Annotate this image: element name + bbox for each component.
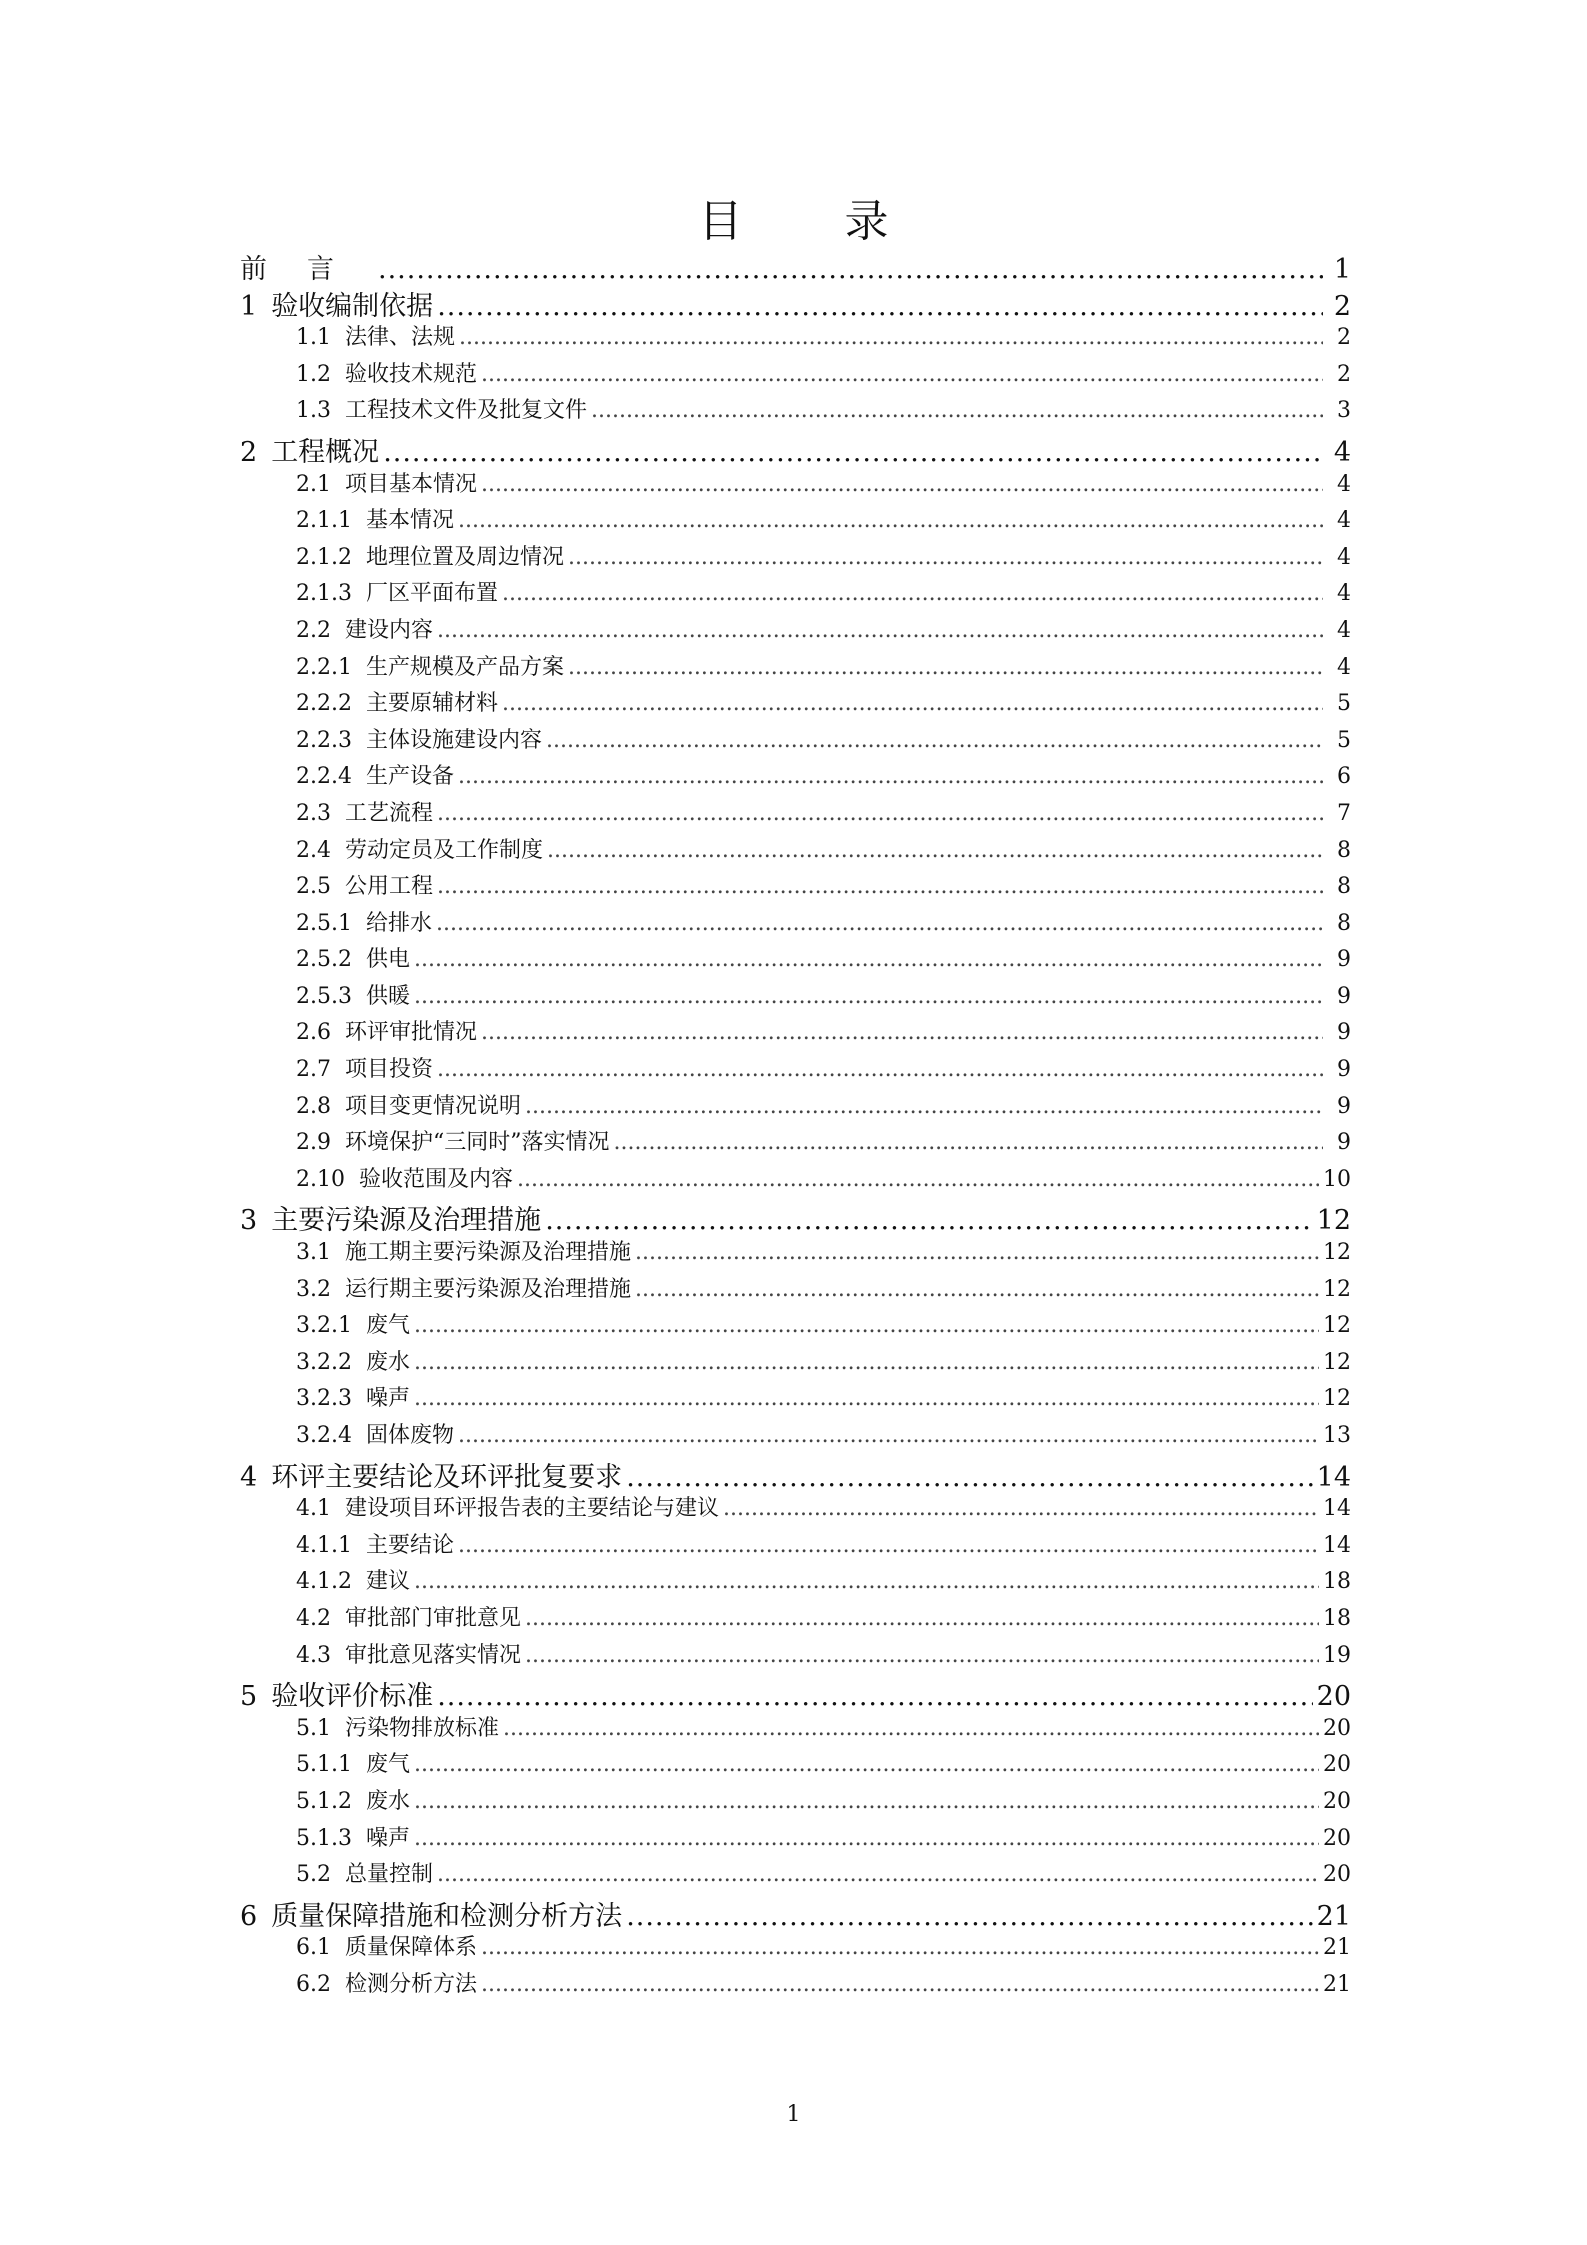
toc-entry[interactable] xyxy=(240,1052,1351,1089)
toc-entry[interactable] xyxy=(240,1455,1351,1492)
toc-entry[interactable] xyxy=(240,1345,1351,1382)
toc-entry-label: 废水 xyxy=(365,1788,410,1814)
toc-entry[interactable] xyxy=(240,1747,1351,1784)
toc-entry-number: 2.6 xyxy=(296,1020,331,1046)
toc-entry-page: 4 xyxy=(1337,544,1351,570)
toc-entry-number: 2.2.1 xyxy=(296,654,352,680)
toc-entry[interactable] xyxy=(240,503,1351,540)
toc-entry-number: 4.1.2 xyxy=(296,1569,352,1595)
toc-entry-page: 14 xyxy=(1316,1461,1351,1493)
toc-entry-label: 运行期主要污染源及治理措施 xyxy=(345,1276,632,1302)
toc-entry-label: 质量保障体系 xyxy=(345,1935,478,1961)
toc-entry-number: 5 xyxy=(240,1681,258,1713)
toc-entry-number: 2.8 xyxy=(296,1093,331,1119)
toc-entry-number: 2.3 xyxy=(296,800,331,826)
dot-leader xyxy=(502,691,1323,716)
toc-entry-label: 废气 xyxy=(365,1752,410,1778)
toc-entry-page: 12 xyxy=(1323,1313,1351,1339)
dot-leader xyxy=(459,325,1323,350)
toc-entry-label: 法律、法规 xyxy=(345,325,456,351)
page-number: 1 xyxy=(786,2102,801,2127)
toc-entry-label: 验收技术规范 xyxy=(345,361,478,387)
toc-entry-label: 固体废物 xyxy=(365,1423,454,1448)
toc-entry-number: 3 xyxy=(240,1205,258,1237)
toc-entry-number: 4.1.1 xyxy=(296,1532,352,1558)
dot-leader xyxy=(458,764,1323,789)
toc-entry-page: 18 xyxy=(1323,1569,1351,1595)
toc-entry-label: 验收评价标准 xyxy=(271,1681,434,1713)
toc-entry-page: 4 xyxy=(1333,436,1351,468)
toc-entry-number: 2.9 xyxy=(296,1130,331,1156)
toc-entry[interactable] xyxy=(240,1930,1351,1967)
dot-leader xyxy=(626,1462,1312,1493)
toc-entry-label: 总量控制 xyxy=(345,1862,434,1888)
toc-entry[interactable] xyxy=(240,686,1351,723)
toc-entry-label: 环评主要结论及环评批复要求 xyxy=(271,1461,623,1493)
toc-entry[interactable] xyxy=(240,1601,1351,1638)
toc-entry-number: 5.1.1 xyxy=(296,1752,352,1778)
toc-entry-page: 7 xyxy=(1337,800,1351,826)
toc-entry[interactable] xyxy=(240,1564,1351,1601)
toc-entry-label: 质量保障措施和检测分析方法 xyxy=(271,1900,623,1932)
toc-entry-label: 主要原辅材料 xyxy=(365,691,498,717)
toc-entry[interactable] xyxy=(240,540,1351,577)
toc-entry-number: 3.2 xyxy=(296,1276,331,1302)
toc-entry-label: 审批部门审批意见 xyxy=(345,1605,522,1631)
toc-entry-label: 工程技术文件及批复文件 xyxy=(345,398,588,424)
dot-leader xyxy=(437,291,1323,322)
toc-entry[interactable] xyxy=(240,1711,1351,1748)
toc-entry-page: 13 xyxy=(1323,1423,1351,1448)
toc-entry-number: 1.2 xyxy=(296,361,331,387)
dot-leader xyxy=(568,655,1323,680)
dot-leader xyxy=(414,1569,1319,1594)
toc-entry-number: 2 xyxy=(240,436,258,468)
toc-entry-label: 验收编制依据 xyxy=(271,290,434,322)
toc-entry-page: 3 xyxy=(1337,398,1351,424)
toc-entry-page: 20 xyxy=(1323,1788,1351,1814)
toc-entry-number: 1.1 xyxy=(296,325,331,351)
toc-entry[interactable] xyxy=(240,1015,1351,1052)
toc-entry-number: 2.1.2 xyxy=(296,544,352,570)
dot-leader xyxy=(383,437,1323,468)
dot-leader xyxy=(525,1643,1319,1668)
toc-entry-number: 4 xyxy=(240,1461,258,1493)
toc-entry[interactable] xyxy=(240,723,1351,760)
toc-entry-page: 20 xyxy=(1316,1681,1351,1713)
toc-entry-page: 9 xyxy=(1337,947,1351,973)
toc-entry[interactable] xyxy=(240,1894,1351,1931)
toc-entry[interactable] xyxy=(240,1308,1351,1345)
toc-entry[interactable] xyxy=(240,942,1351,979)
toc-entry-label: 工程概况 xyxy=(271,436,380,468)
toc-entry-page: 12 xyxy=(1323,1386,1351,1412)
toc-entry-page: 4 xyxy=(1337,617,1351,643)
toc-entry-number: 5.1.2 xyxy=(296,1788,352,1814)
dot-leader xyxy=(458,508,1323,533)
toc-entry-number: 6 xyxy=(240,1900,258,1932)
toc-entry-label: 供电 xyxy=(365,947,410,973)
toc-entry-page: 9 xyxy=(1337,1020,1351,1046)
toc-entry-label: 供暖 xyxy=(365,983,410,1009)
toc-entry[interactable] xyxy=(240,247,1351,284)
toc-entry-label: 污染物排放标准 xyxy=(345,1715,500,1741)
dot-leader xyxy=(481,1020,1323,1045)
toc-entry-number: 4.2 xyxy=(296,1605,331,1631)
toc-entry-label: 主要结论 xyxy=(365,1532,454,1558)
dot-leader xyxy=(458,1423,1319,1448)
dot-leader xyxy=(723,1496,1319,1521)
toc-entry-label: 前言 xyxy=(240,254,374,285)
toc-entry-page: 19 xyxy=(1323,1642,1351,1668)
toc-entry-page: 12 xyxy=(1323,1349,1351,1375)
toc-entry-label: 工艺流程 xyxy=(345,800,434,826)
toc-entry-page: 21 xyxy=(1323,1935,1351,1961)
toc-entry[interactable] xyxy=(240,284,1351,321)
toc-entry-number: 3.2.3 xyxy=(296,1386,352,1412)
toc-entry-page: 14 xyxy=(1323,1496,1351,1522)
toc-entry[interactable] xyxy=(240,1491,1351,1528)
toc-entry-page: 4 xyxy=(1337,508,1351,534)
toc-entry-page: 4 xyxy=(1337,654,1351,680)
toc-entry-number: 2.2 xyxy=(296,617,331,643)
toc-entry[interactable] xyxy=(240,1967,1351,2004)
dot-leader xyxy=(546,728,1323,753)
toc-entry[interactable] xyxy=(240,1198,1351,1235)
toc-entry-page: 9 xyxy=(1337,983,1351,1009)
toc-entry[interactable] xyxy=(240,467,1351,504)
toc-entry[interactable] xyxy=(240,1857,1351,1894)
toc-entry-label: 环境保护“三同时”落实情况 xyxy=(345,1130,610,1156)
toc-entry-page: 8 xyxy=(1337,910,1351,936)
toc-entry-page: 12 xyxy=(1323,1240,1351,1266)
toc-entry-number: 2.5.1 xyxy=(296,910,352,936)
toc-entry-page: 20 xyxy=(1323,1715,1351,1741)
dot-leader xyxy=(437,1681,1312,1712)
dot-leader xyxy=(414,1350,1319,1375)
dot-leader xyxy=(481,1935,1319,1960)
toc-entry[interactable] xyxy=(240,906,1351,943)
toc-entry-number: 5.1 xyxy=(296,1715,331,1741)
toc-entry-label: 生产规模及产品方案 xyxy=(365,654,564,680)
dot-leader xyxy=(635,1277,1319,1302)
toc-entry-page: 8 xyxy=(1337,874,1351,900)
dot-leader xyxy=(517,1167,1319,1192)
dot-leader xyxy=(437,801,1323,826)
toc-entry-page: 6 xyxy=(1337,764,1351,790)
toc-entry[interactable] xyxy=(240,1638,1351,1675)
toc-entry-page: 20 xyxy=(1323,1862,1351,1888)
toc-entry-label: 噪声 xyxy=(365,1825,410,1851)
dot-leader xyxy=(437,618,1323,643)
toc-entry-page: 4 xyxy=(1337,581,1351,607)
dot-leader xyxy=(458,1533,1319,1558)
toc-entry[interactable] xyxy=(240,1089,1351,1126)
toc-entry-label: 地理位置及周边情况 xyxy=(365,544,564,570)
toc-entry-label: 项目基本情况 xyxy=(345,471,478,497)
toc-entry-number: 1 xyxy=(240,290,258,322)
dot-leader xyxy=(414,1386,1319,1411)
toc-entry-number: 6.2 xyxy=(296,1971,331,1997)
toc-entry-page: 21 xyxy=(1316,1900,1351,1932)
dot-leader xyxy=(436,911,1323,936)
toc-entry-page: 2 xyxy=(1337,325,1351,351)
toc-entry-label: 给排水 xyxy=(365,910,432,936)
toc-entry[interactable] xyxy=(240,576,1351,613)
table-of-contents xyxy=(240,247,1351,2004)
toc-entry-number: 2.2.3 xyxy=(296,727,352,753)
toc-entry-label: 项目投资 xyxy=(345,1057,434,1083)
dot-leader xyxy=(437,1862,1319,1887)
dot-leader xyxy=(414,1313,1319,1338)
toc-entry-number: 2.1.3 xyxy=(296,581,352,607)
toc-entry-number: 1.3 xyxy=(296,398,331,424)
toc-entry[interactable] xyxy=(240,320,1351,357)
dot-leader xyxy=(525,1606,1319,1631)
toc-entry-label: 项目变更情况说明 xyxy=(345,1093,522,1119)
dot-leader xyxy=(635,1240,1319,1265)
toc-entry[interactable] xyxy=(240,1381,1351,1418)
page-title: 目 录 xyxy=(698,196,933,247)
toc-entry-label: 建设内容 xyxy=(345,617,434,643)
toc-entry[interactable] xyxy=(240,393,1351,430)
dot-leader xyxy=(414,1826,1319,1851)
toc-entry-label: 废水 xyxy=(365,1349,410,1375)
dot-leader xyxy=(481,362,1323,387)
toc-entry-label: 审批意见落实情况 xyxy=(345,1642,522,1668)
dot-leader xyxy=(414,984,1323,1009)
toc-entry-label: 厂区平面布置 xyxy=(365,581,498,607)
toc-entry-label: 劳动定员及工作制度 xyxy=(345,837,544,863)
toc-entry-label: 环评审批情况 xyxy=(345,1020,478,1046)
toc-entry-label: 废气 xyxy=(365,1313,410,1339)
toc-entry[interactable] xyxy=(240,1821,1351,1858)
dot-leader xyxy=(568,545,1323,570)
toc-entry-page: 5 xyxy=(1337,727,1351,753)
toc-entry-number: 2.5.3 xyxy=(296,983,352,1009)
toc-entry[interactable] xyxy=(240,1418,1351,1455)
toc-entry-page: 5 xyxy=(1337,691,1351,717)
toc-entry-number: 2.1 xyxy=(296,471,331,497)
toc-entry-page: 8 xyxy=(1337,837,1351,863)
toc-entry-number: 5.1.3 xyxy=(296,1825,352,1851)
toc-entry-page: 4 xyxy=(1337,471,1351,497)
toc-entry-page: 14 xyxy=(1323,1532,1351,1558)
toc-entry-number: 3.2.4 xyxy=(296,1423,352,1448)
dot-leader xyxy=(378,254,1323,285)
dot-leader xyxy=(547,838,1323,863)
toc-entry[interactable] xyxy=(240,1272,1351,1309)
toc-entry-number: 3.2.1 xyxy=(296,1313,352,1339)
toc-entry-number: 2.4 xyxy=(296,837,331,863)
toc-entry[interactable] xyxy=(240,1674,1351,1711)
toc-entry-number: 4.3 xyxy=(296,1642,331,1668)
toc-entry[interactable] xyxy=(240,979,1351,1016)
dot-leader xyxy=(591,398,1323,423)
toc-entry-page: 18 xyxy=(1323,1605,1351,1631)
dot-leader xyxy=(502,581,1323,606)
toc-entry[interactable] xyxy=(240,869,1351,906)
dot-leader xyxy=(481,1972,1319,1997)
dot-leader xyxy=(626,1901,1312,1932)
toc-entry-number: 2.1.1 xyxy=(296,508,352,534)
dot-leader xyxy=(503,1716,1319,1741)
toc-entry-label: 生产设备 xyxy=(365,764,454,790)
toc-entry-page: 1 xyxy=(1333,254,1351,285)
dot-leader xyxy=(414,1789,1319,1814)
toc-entry[interactable] xyxy=(240,1235,1351,1272)
toc-entry-page: 20 xyxy=(1323,1752,1351,1778)
toc-entry-label: 建议 xyxy=(365,1569,410,1595)
toc-entry-number: 4.1 xyxy=(296,1496,331,1522)
toc-entry-page: 9 xyxy=(1337,1093,1351,1119)
dot-leader xyxy=(414,1752,1319,1777)
toc-entry-label: 建设项目环评报告表的主要结论与建议 xyxy=(345,1496,720,1522)
dot-leader xyxy=(437,1057,1323,1082)
toc-entry[interactable] xyxy=(240,1528,1351,1565)
toc-entry-number: 2.5 xyxy=(296,874,331,900)
toc-entry-label: 检测分析方法 xyxy=(345,1971,478,1997)
toc-entry[interactable] xyxy=(240,430,1351,467)
toc-entry[interactable] xyxy=(240,759,1351,796)
toc-entry[interactable] xyxy=(240,833,1351,870)
toc-entry-number: 3.1 xyxy=(296,1240,331,1266)
toc-entry-number: 2.5.2 xyxy=(296,947,352,973)
dot-leader xyxy=(525,1094,1323,1119)
toc-entry[interactable] xyxy=(240,357,1351,394)
dot-leader xyxy=(414,947,1323,972)
toc-entry-page: 2 xyxy=(1337,361,1351,387)
dot-leader xyxy=(545,1205,1312,1236)
toc-entry-label: 施工期主要污染源及治理措施 xyxy=(345,1240,632,1266)
toc-entry-label: 验收范围及内容 xyxy=(358,1166,513,1192)
toc-entry-page: 21 xyxy=(1323,1971,1351,1997)
toc-entry-number: 2.7 xyxy=(296,1057,331,1083)
toc-entry-number: 2.2.2 xyxy=(296,691,352,717)
toc-entry-number: 2.10 xyxy=(296,1166,345,1192)
toc-entry[interactable] xyxy=(240,1125,1351,1162)
toc-entry-page: 9 xyxy=(1337,1057,1351,1083)
toc-entry-page: 9 xyxy=(1337,1130,1351,1156)
toc-entry[interactable] xyxy=(240,613,1351,650)
toc-entry-number: 2.2.4 xyxy=(296,764,352,790)
toc-entry-number: 6.1 xyxy=(296,1935,331,1961)
toc-entry-label: 主要污染源及治理措施 xyxy=(271,1205,542,1237)
toc-entry[interactable] xyxy=(240,1784,1351,1821)
toc-entry-label: 噪声 xyxy=(365,1386,410,1412)
toc-entry-page: 20 xyxy=(1323,1825,1351,1851)
dot-leader xyxy=(614,1130,1324,1155)
toc-entry-label: 基本情况 xyxy=(365,508,454,534)
toc-entry-label: 主体设施建设内容 xyxy=(365,727,542,753)
toc-entry-label: 公用工程 xyxy=(345,874,434,900)
toc-entry-number: 5.2 xyxy=(296,1862,331,1888)
toc-entry[interactable] xyxy=(240,650,1351,687)
toc-entry-number: 3.2.2 xyxy=(296,1349,352,1375)
toc-entry-page: 2 xyxy=(1333,290,1351,322)
toc-entry-page: 12 xyxy=(1323,1276,1351,1302)
dot-leader xyxy=(437,874,1323,899)
dot-leader xyxy=(481,472,1323,497)
toc-entry[interactable] xyxy=(240,1162,1351,1199)
toc-entry-page: 10 xyxy=(1323,1166,1351,1192)
toc-entry-page: 12 xyxy=(1316,1205,1351,1237)
toc-entry[interactable] xyxy=(240,796,1351,833)
